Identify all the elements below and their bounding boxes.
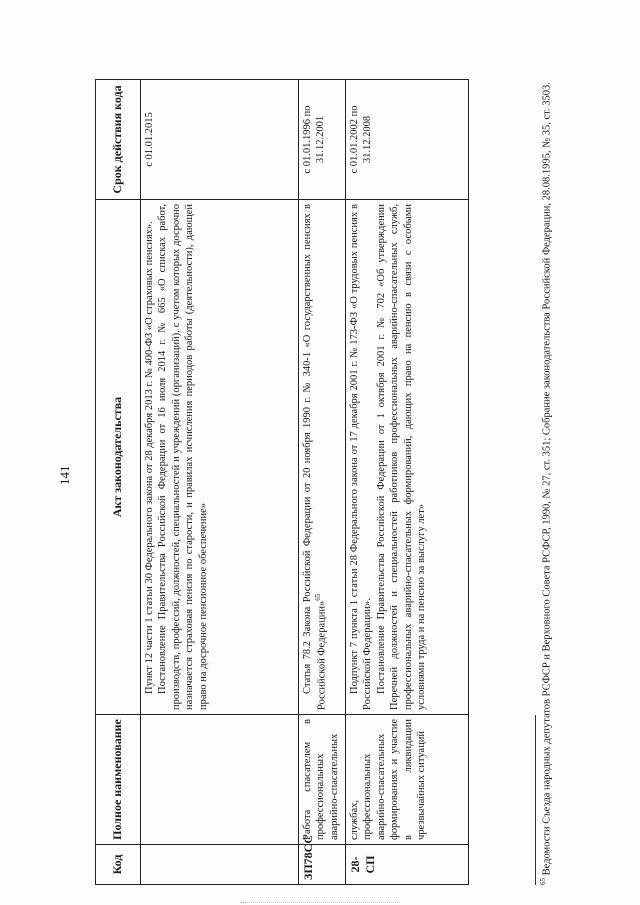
header-validity-period: Срок действия кода xyxy=(96,80,141,200)
cell-code: ЗП78СС xyxy=(299,845,346,885)
act-paragraph: Пункт 12 части 1 статьи 30 Федерального закона от 28 декабря 2013 г. № 400-ФЗ «О страховых пенсиях». xyxy=(144,221,155,694)
cell-name: Работа спасателем в профессиональных аварийно-спасательных xyxy=(299,715,346,845)
footnote-text: Ведомости Съезда народных депутатов РСФСР и Верховного Совета РСФСР, 1990, № 27, ст. 351; Собрание законодательства Российской Федерации, 28.08.1995, № 35, ст. 3503. xyxy=(541,82,553,876)
cell-name xyxy=(141,715,299,845)
header-code: Код xyxy=(96,845,141,885)
cell-act xyxy=(141,200,299,715)
cell-code: 28-СП xyxy=(346,845,469,885)
table-row xyxy=(299,80,346,885)
footnote-number: 65 xyxy=(539,878,547,885)
header-legislative-act: Акт законодательства xyxy=(96,200,141,715)
footnote-ref: 65 xyxy=(314,593,323,601)
table-header-row xyxy=(96,80,141,885)
scan-edge-mark xyxy=(240,902,400,903)
act-paragraph: Постановление Правительства Российской Федерации от 1 октября 2001 г. № 702 «Об утверждении Перечней должностей и специальностей работников профессиональных аварийно-спасательных служб, профессиональных аварийно-спасательных формирований, дающих право на пенсию в связи с особыми условиями труда и на пенсию за выслугу лет» xyxy=(375,204,428,710)
cell-name: службах, профессиональных аварийно-спасательных формированиях и участие в ликвидации чрезвычайных ситуаций xyxy=(346,715,469,845)
act-paragraph xyxy=(301,204,329,710)
cell-period: с 01.01.2015 xyxy=(141,80,299,200)
cell-code xyxy=(141,845,299,885)
footnote-divider xyxy=(535,715,536,885)
header-full-name: Полное наименование xyxy=(96,715,141,845)
footnote xyxy=(535,80,554,885)
page-number: 141 xyxy=(57,465,72,485)
table-row xyxy=(141,80,299,885)
cell-period: с 01.01.2002 по 31.12.2008 xyxy=(346,80,469,200)
codes-table xyxy=(95,79,469,885)
act-paragraph: Подпункт 7 пункта 1 статьи 28 Федерального закона от 17 декабря 2001 г. № 173-ФЗ «О трудовых пенсиях в Российской Федерации». xyxy=(349,204,374,710)
act-paragraph: Постановление Правительства Российской Федерации от 16 июля 2014 г. № 665 «О списках работ, производств, профессий, должностей, специальностей и учреждений (организаций), с учетом которых досрочно назначается страховая пенсия по старости, и правилах исчисления периодов работы (деятельности), дающей право на досрочное пенсионное обеспечение» xyxy=(157,204,209,710)
act-text: Статья 78.2 Закона Российской Федерации от 20 ноября 1990 г. № 340-1 «О государственных пенсиях в Российской Федерации» xyxy=(302,204,328,710)
cell-act xyxy=(346,200,469,715)
table-row xyxy=(346,80,469,885)
rotated-document-page xyxy=(57,80,565,885)
cell-act xyxy=(299,200,346,715)
cell-period: с 01.01.1996 по 31.12.2001 xyxy=(299,80,346,200)
